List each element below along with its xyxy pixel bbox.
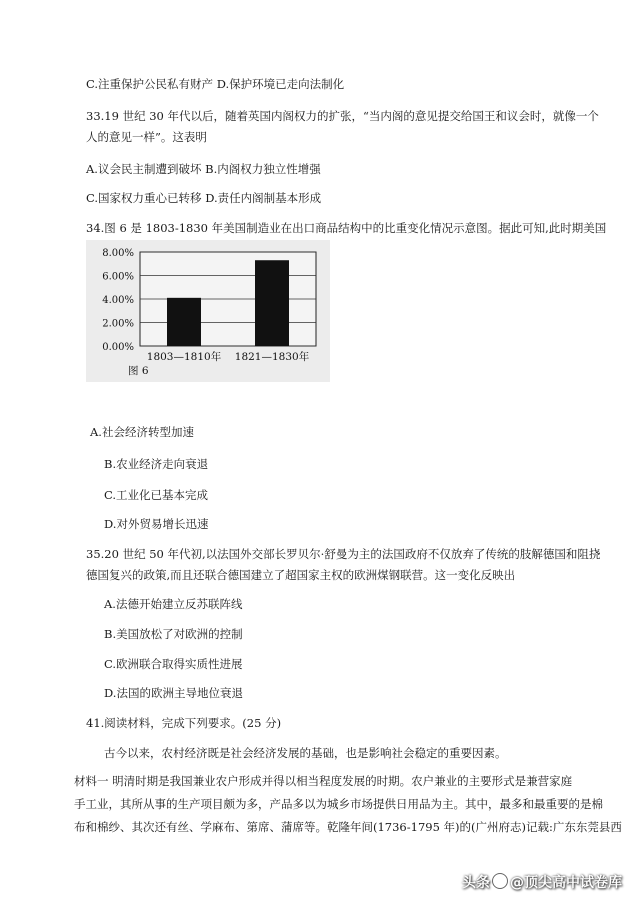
y-tick-label: 0.00% xyxy=(102,342,134,353)
q34-option-b: B.农业经济走向衰退 xyxy=(104,457,209,471)
y-tick-label: 2.00% xyxy=(102,318,134,330)
q35-stem-cont: 德国复兴的政策,而且还联合德国建立了超国家主权的欧洲煤钢联营。这一变化反映出 xyxy=(86,568,516,582)
q33-stem: 33.19 世纪 30 年代以后，随着英国内阁权力的扩张，“当内阁的意见提交给国王和议会时，就像一个 xyxy=(86,109,599,123)
q35-option-a: A.法德开始建立反苏联阵线 xyxy=(104,597,243,611)
q41-heading: 41.阅读材料，完成下列要求。(25 分) xyxy=(86,716,282,730)
bar xyxy=(255,260,289,346)
q35-option-d: D.法国的欧洲主导地位衰退 xyxy=(104,686,243,700)
q41-material-line-3: 布和棉纱、其次还有丝、学麻布、第席、蒲席等。乾隆年间(1736-1795 年)的(广州府志)记载:广东东莞县西 xyxy=(74,820,622,834)
q33-options-ab: A.议会民主制遭到破坏 B.内阁权力独立性增强 xyxy=(86,162,321,176)
figure-caption: 图 6 xyxy=(128,365,149,377)
q33-stem-cont: 人的意见一样”。这表明 xyxy=(86,130,207,144)
figure-6-chart xyxy=(86,240,330,382)
q41-intro: 古今以来，农村经济既是社会经济发展的基础，也是影响社会稳定的重要因素。 xyxy=(104,746,507,760)
y-tick-label: 8.00% xyxy=(102,248,134,259)
x-tick-label: 1821—1830年 xyxy=(234,351,310,363)
q32-options: C.注重保护公民私有财产 D.保护环境已走向法制化 xyxy=(86,77,345,91)
q33-options-cd: C.国家权力重心已转移 D.责任内阁制基本形成 xyxy=(86,191,322,205)
x-tick-label: 1803—1810年 xyxy=(146,351,222,363)
y-tick-label: 4.00% xyxy=(102,295,134,306)
q35-option-b: B.美国放松了对欧洲的控制 xyxy=(104,627,243,641)
q34-stem: 34.图 6 是 1803-1830 年美国制造业在出口商品结构中的比重变化情况示意图。据此可知,此时期美国 xyxy=(86,221,607,235)
q35-stem: 35.20 世纪 50 年代初,以法国外交部长罗贝尔·舒曼为主的法国政府不仅放弃了传统的肢解德国和阻挠 xyxy=(86,547,601,561)
bar-chart xyxy=(86,240,330,382)
q34-option-d: D.对外贸易增长迅速 xyxy=(104,517,209,531)
q34-option-c: C.工业化已基本完成 xyxy=(104,488,209,502)
q34-option-a: A.社会经济转型加速 xyxy=(90,425,194,439)
q35-option-c: C.欧洲联合取得实质性进展 xyxy=(104,657,243,671)
watermark-text: @顶尖高中试卷库 xyxy=(510,875,622,891)
y-tick-label: 6.00% xyxy=(102,271,134,283)
q41-material-line-2: 手工业，其所从事的生产项目颇为多，产品多以为城乡市场提供日用品为主。其中，最多和最重要的是棉 xyxy=(74,797,603,811)
watermark xyxy=(462,872,622,892)
toutiao-logo-icon xyxy=(492,873,508,889)
watermark-prefix: 头条 xyxy=(462,875,490,891)
q41-material-line-1: 材料一 明清时期是我国兼业农户形成并得以相当程度发展的时期。农户兼业的主要形式是兼营家庭 xyxy=(74,774,573,788)
bar xyxy=(167,298,201,346)
